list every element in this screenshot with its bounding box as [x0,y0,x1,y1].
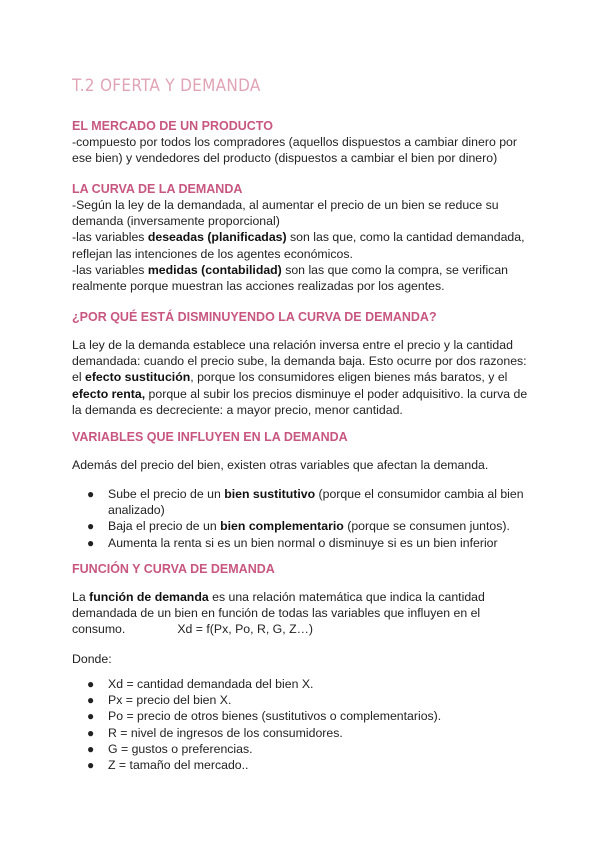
bullet-list-variables [72,486,532,551]
text-span: (porque el consumidor cambia al bien [315,487,524,501]
bold-term: efecto renta, [72,386,146,401]
text-span: es una relación matemática que indica la cantidad [208,590,485,604]
list-item [72,486,532,518]
text-span: Baja el precio de un [108,519,221,534]
donde-label: Donde: [72,652,112,666]
list-item [72,535,532,551]
list-item [72,708,532,724]
section-heading-mercado: EL MERCADO DE UN PRODUCTO [72,119,273,133]
text-line: demandada: cuando el precio sube, la demanda baja. Esto ocurre por dos razones: [72,354,527,369]
paragraph-curva [72,197,534,294]
text-span: -las variables [72,230,148,245]
list-item [72,692,532,708]
text-line: La ley de la demanda establece una relación inversa entre el precio y la cantidad [72,338,513,352]
bold-term: efecto sustitución [85,370,191,385]
text-span: porque al subir los precios disminuye el poder adquisitivo. la curva de [145,386,528,401]
text-line: demandada de un bien en función de todas las variables que influyen en el [72,606,481,621]
definition-text: G = gustos o preferencias. [108,741,253,756]
text-span: analizado) [108,503,165,518]
bold-term: función de demanda [89,590,209,604]
text-span: Aumenta la renta si es un bien normal o disminuye si es un bien inferior [108,535,498,550]
text-line [72,621,534,637]
text-line: la demanda es decreciente: a mayor precio, menor cantidad. [72,402,403,417]
paragraph-funcion [72,589,534,638]
definition-text: Z = tamaño del mercado.. [108,758,249,773]
bullet-icon: ● [87,519,95,534]
definition-text: R = nivel de ingresos de los consumidores. [108,725,343,740]
page-title: T.2 OFERTA Y DEMANDA [72,76,261,96]
section-heading-variables: VARIABLES QUE INFLUYEN EN LA DEMANDA [72,430,348,444]
definition-text: Px = precio del bien X. [108,693,232,708]
text-span: el [72,370,85,385]
text-line [72,386,534,402]
bullet-icon: ● [87,725,95,740]
text-line: realmente porque muestran las acciones realizadas por los agentes. [72,279,445,294]
section-heading-por-que: ¿POR QUÉ ESTÁ DISMINUYENDO LA CURVA DE DEMANDA? [72,310,437,324]
paragraph-mercado [72,134,534,166]
text-span: La [72,590,90,604]
text-span: (porque se consumen juntos). [343,519,510,534]
text-span: -las variables [72,262,148,277]
bold-term: deseadas (planificadas) [147,230,287,245]
paragraph-variables-intro: Además del precio del bien, existen otras variables que afectan la demanda. [72,458,489,472]
text-span: son las que como la compra, se verifican [281,262,509,277]
text-line [72,262,534,278]
section-heading-funcion: FUNCIÓN Y CURVA DE DEMANDA [72,562,275,576]
text-line: -compuesto por todos los compradores (aquellos dispuestos a cambiar dinero por [72,135,517,149]
text-line [72,369,534,385]
text-line: ese bien) y vendedores del producto (dispuestos a cambiar el bien por dinero) [72,151,498,166]
bullet-icon: ● [87,487,95,501]
text-span: son las que, como la cantidad demandada, [286,230,525,245]
text-span: consumo. [72,622,126,637]
paragraph-por-que [72,337,534,418]
demand-formula: Xd = f(Px, Po, R, G, Z…) [177,622,313,637]
bullet-icon: ● [87,758,95,773]
bold-term: bien sustitutivo [224,487,316,501]
bullet-list-definitions [72,676,532,773]
list-item [72,676,532,692]
list-item [72,741,532,757]
bold-term: medidas (contabilidad) [147,262,282,277]
text-line: reflejan las intenciones de los agentes económicos. [72,246,353,261]
text-line [72,229,534,245]
text-line [72,589,534,605]
text-line: demanda (inversamente proporcional) [72,214,280,229]
list-item [72,518,532,534]
definition-text: Xd = cantidad demandada del bien X. [108,677,314,691]
bold-term: bien complementario [220,519,344,534]
list-item [72,725,532,741]
definition-text: Po = precio de otros bienes (sustitutivos o complementarios). [108,709,442,724]
bullet-icon: ● [87,677,95,691]
text-line: -Según la ley de la demandada, al aumentar el precio de un bien se reduce su [72,198,499,212]
text-span: Sube el precio de un [108,487,225,501]
bullet-icon: ● [87,535,95,550]
text-span: , porque los consumidores eligen bienes más baratos, y el [190,370,508,385]
section-heading-curva: LA CURVA DE LA DEMANDA [72,182,243,196]
list-item [72,757,532,773]
bullet-icon: ● [87,693,95,708]
bullet-icon: ● [87,709,95,724]
bullet-icon: ● [87,741,95,756]
